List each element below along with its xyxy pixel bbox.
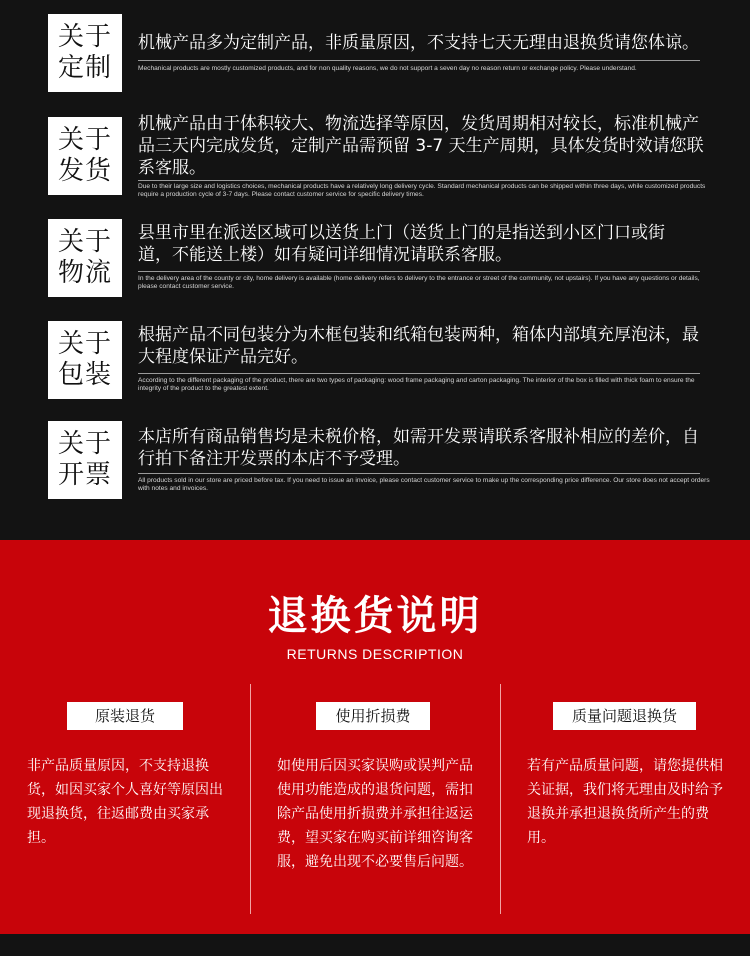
returns-column-quality [500,682,750,916]
notice-badge [48,321,122,399]
badge-line-2: 发货 [57,156,112,186]
badge-line-1: 关于 [57,329,112,359]
badge-line-2: 开票 [57,460,112,490]
badge-line-2: 定制 [57,53,112,83]
notice-divider [138,60,700,61]
notice-text-en: Mechanical products are mostly customized products, and for non quality reasons, we do not support a seven day no reason return or exchange policy. Please understand. [138,65,637,72]
returns-subtitle: RETURNS DESCRIPTION [286,646,464,662]
badge-line-1: 关于 [57,125,112,155]
notice-text-en: All products sold in our store are priced before tax. If you need to issue an invoice, please contact customer service to make up the corresponding price difference. Our store does not accept orders with notes and invoices. [138,477,710,492]
column-label: 原装退货 [67,702,183,730]
notice-text-zh: 根据产品不同包装分为木框包装和纸箱包装两种，箱体内部填充厚泡沫，最大程度保证产品完好。 [138,325,699,367]
notice-text-en: In the delivery area of the county or city, home delivery is available (home delivery refers to delivery to the entrance or street of the community, not upstairs). If you have any questions or details, please contact customer service. [138,275,700,290]
badge-line-1: 关于 [57,227,112,257]
notice-badge [48,14,122,92]
notice-text-en: Due to their large size and logistics choices, mechanical products have a relatively long delivery cycle. Standard mechanical products can be shipped within three days, while customized products require a production cycle of 3-7 days. Please contact customer service for specific delivery times. [138,183,706,198]
column-label: 质量问题退换货 [553,702,696,730]
notice-text-zh: 本店所有商品销售均是未税价格，如需开发票请联系客服补相应的差价，自行拍下备注开发票的本店不予受理。 [138,427,699,469]
notice-divider [138,271,700,272]
badge-line-1: 关于 [57,429,112,459]
notice-badge [48,219,122,297]
badge-line-2: 包装 [57,360,112,390]
returns-column-original [0,682,250,916]
notice-text-en: According to the different packaging of the product, there are two types of packaging: wood frame packaging and carton packaging. The interior of the box is filled with thick foam to ensure the integrity of the product to the greatest extent. [138,377,695,392]
column-text: 若有产品质量问题，请您提供相关证据，我们将无理由及时给予退换并承担退换货所产生的费用。 [527,758,723,846]
column-label: 使用折损费 [316,702,430,730]
column-text: 如使用后因买家误购或误判产品使用功能造成的退货问题，需扣除产品使用折损费并承担往返运费，望买家在购买前详细咨询客服，避免出现不必要售后问题。 [277,758,473,870]
notice-divider [138,473,700,474]
notice-text-zh: 机械产品多为定制产品，非质量原因，不支持七天无理由退换货请您体谅。 [138,33,699,53]
badge-line-1: 关于 [57,22,112,52]
returns-title: 退换货说明 [267,593,483,639]
notice-divider [138,180,700,181]
notice-divider [138,373,700,374]
notice-badge [48,117,122,195]
returns-column-wear-fee [250,682,500,916]
bottom-strip [0,934,750,956]
badge-line-2: 物流 [57,258,112,288]
notice-badge [48,421,122,499]
notice-text-zh: 机械产品由于体积较大、物流选择等原因，发货周期相对较长，标准机械产品三天内完成发货，定制产品需预留 3-7 天生产周期，具体发货时效请您联系客服。 [138,114,704,178]
column-text: 非产品质量原因，不支持退换货，如因买家个人喜好等原因出现退换货，往返邮费由买家承担。 [27,758,223,846]
notice-text-zh: 县里市里在派送区域可以送货上门（送货上门的是指送到小区门口或街道，不能送上楼）如有疑问详细情况请联系客服。 [138,223,665,265]
returns-section [0,540,750,934]
